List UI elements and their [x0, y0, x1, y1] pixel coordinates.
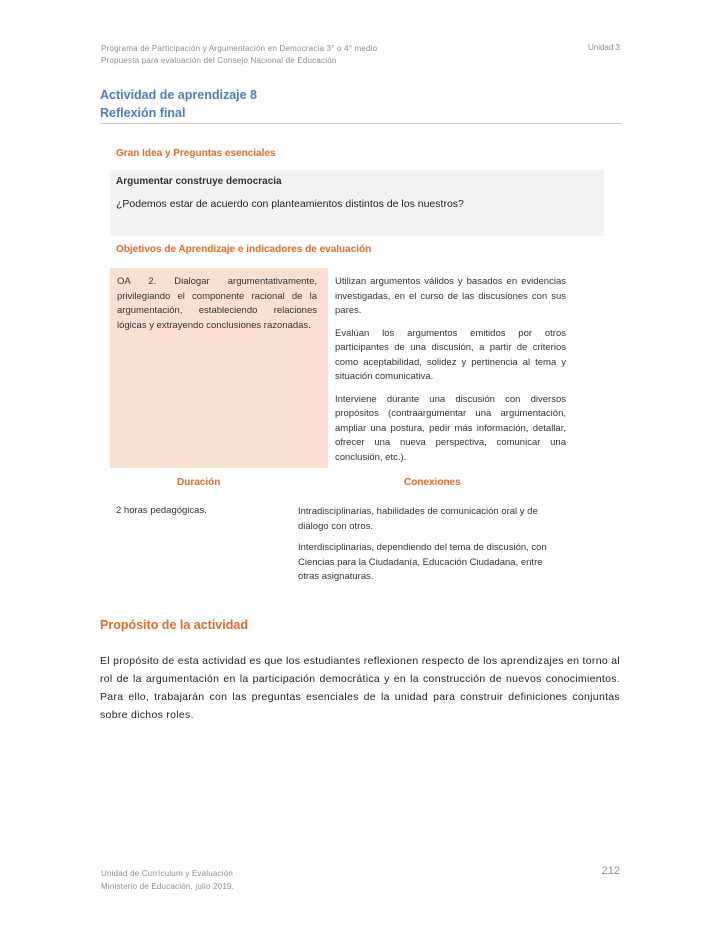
essential-question: ¿Podemos estar de acuerdo con planteamientos distintos de los nuestros? — [116, 198, 464, 210]
big-idea-heading: Gran Idea y Preguntas esenciales — [116, 148, 276, 159]
duration-heading: Duración — [177, 477, 221, 488]
title-divider — [100, 123, 622, 124]
indicators-list — [335, 275, 566, 473]
purpose-body: El propósito de esta actividad es que los estudiantes reflexionen respecto de los aprendizajes en torno al rol de la argumentación en la participación democrática y en la construcción de nuevos conocimientos. Para ello, trabajarán con las preguntas esenciales de la unidad para construir definiciones conjuntas sobre dichos roles. — [100, 655, 620, 721]
header-unit: Unidad 3 — [587, 43, 620, 52]
purpose-heading: Propósito de la actividad — [100, 618, 248, 632]
page-header — [101, 43, 377, 67]
big-idea-statement: Argumentar construye democracia — [116, 176, 282, 187]
page-footer — [101, 867, 234, 893]
connections-heading: Conexiones — [404, 477, 461, 488]
connection-item: Interdisciplinarias, dependiendo del tema de discusión, con Ciencias para la Ciudadanía, Educación Ciudadana, entre otras asignaturas. — [298, 542, 547, 582]
objectives-heading: Objetivos de Aprendizaje e indicadores de evaluación — [116, 244, 372, 255]
indicator-item: Utilizan argumentos válidos y basados en evidencias investigadas, en el curso de las discusiones con sus pares. — [335, 276, 566, 316]
indicator-item: Interviene durante una discusión con diversos propósitos (contraargumentar una argumentación, ampliar una postura, pedir más información, detallar, ofrecer una nueva perspectiva, comunicar una conclusión, etc.). — [335, 393, 566, 463]
header-proposal-line: Propuesta para evaluación del Consejo Nacional de Educación — [101, 56, 337, 65]
footer-ministry-line: Ministerio de Educación, julio 2019. — [101, 882, 235, 891]
header-program-line: Programa de Participación y Argumentación en Democracia 3° o 4° medio — [101, 44, 378, 53]
footer-unit-line: Unidad de Currículum y Evaluación — [101, 869, 233, 878]
oa-text: OA 2. Dialogar argumentativamente, privilegiando el componente racional de la argumentación, estableciendo relaciones lógicas y extrayendo conclusiones razonadas. — [117, 276, 317, 331]
indicator-item: Evalúan los argumentos emitidos por otros participantes de una discusión, a partir de criterios como aceptabilidad, solidez y pertinencia al tema y situación comunicativa. — [335, 327, 566, 382]
connections-list — [298, 505, 566, 592]
page-number: 212 — [601, 865, 620, 877]
connection-item: Intradisciplinarias, habilidades de comunicación oral y de diálogo con otros. — [298, 506, 538, 532]
activity-subtitle: Reflexión final — [100, 106, 186, 120]
duration-value: 2 horas pedagógicas. — [116, 505, 207, 516]
activity-title: Actividad de aprendizaje 8 — [100, 88, 257, 102]
